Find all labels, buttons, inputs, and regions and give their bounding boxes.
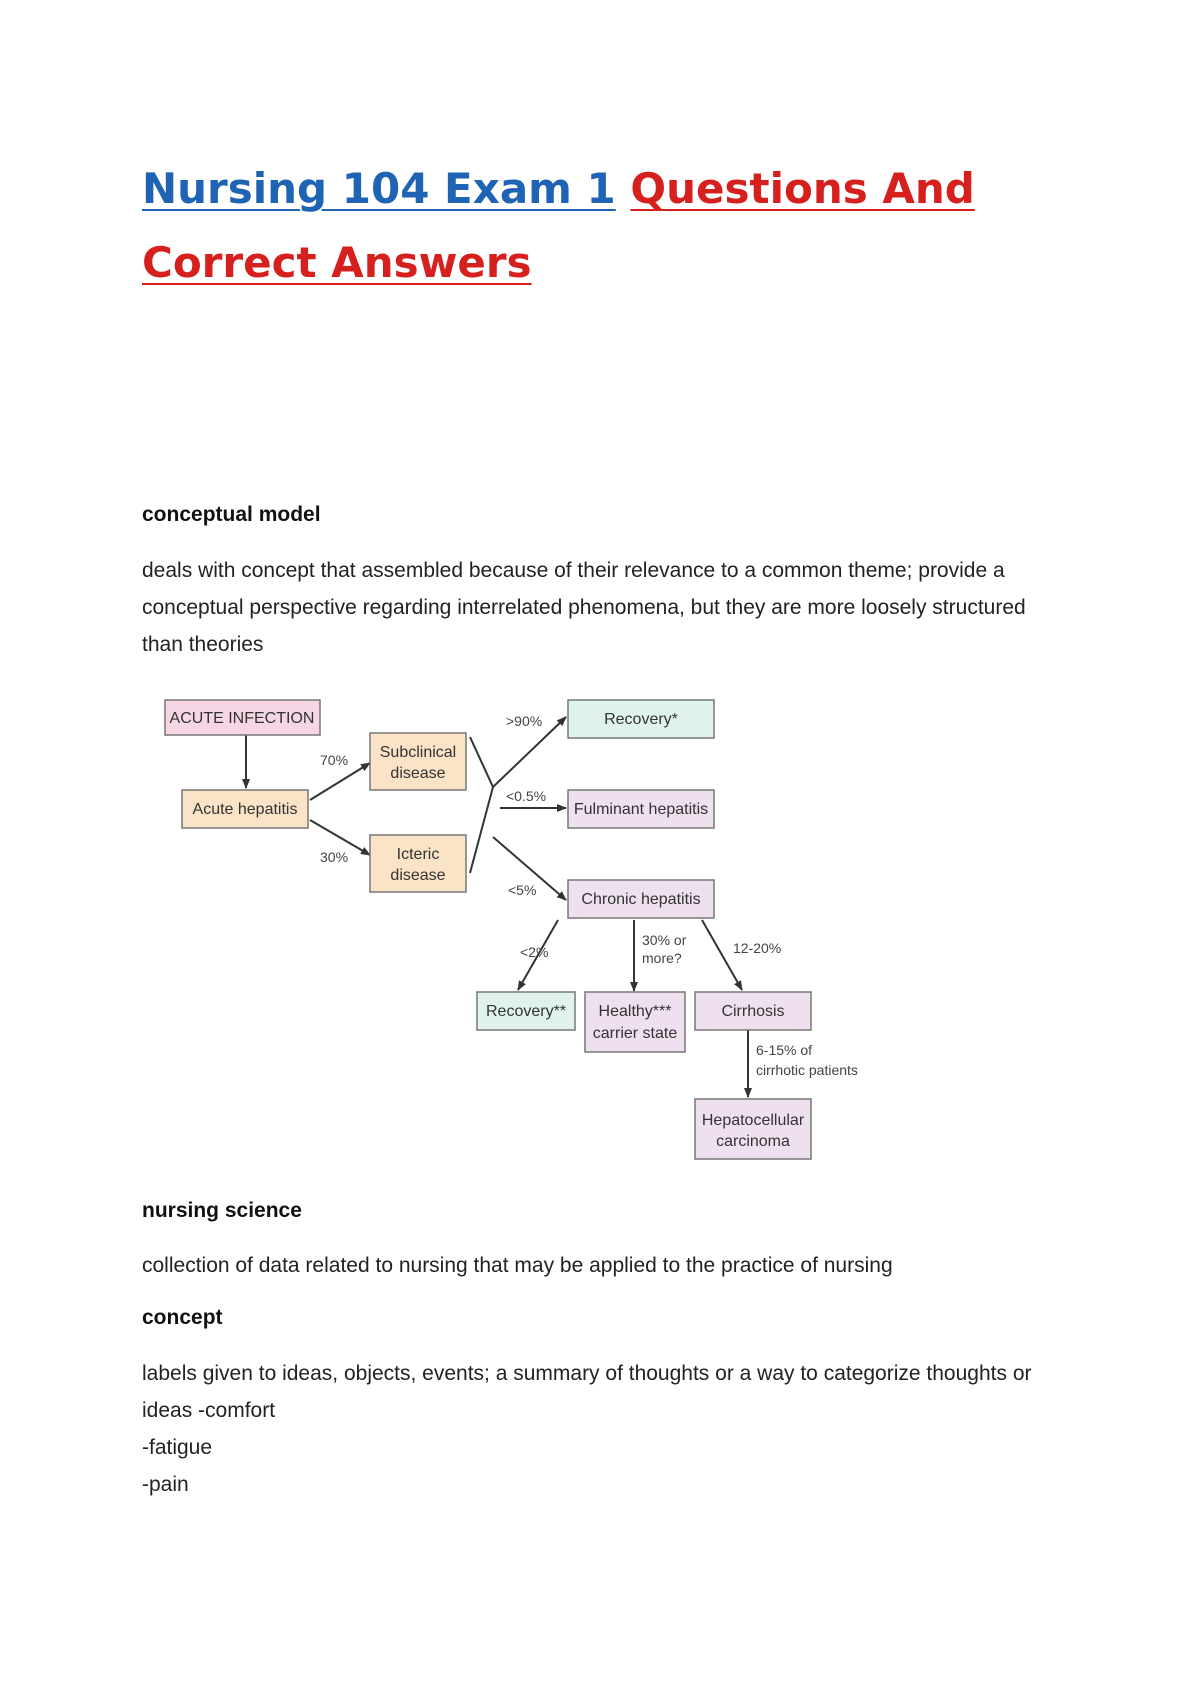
definition-nursing-science: [142, 1247, 1082, 1284]
label-fulminant: Fulminant hepatitis: [573, 801, 709, 818]
label-icteric-2: disease: [390, 867, 446, 884]
definition-line: deals with concept that assembled because of their relevance to a common theme; provide a: [142, 559, 1005, 582]
arrow-to-subclinical: [310, 763, 370, 800]
pct-recovery: >90%: [506, 713, 543, 729]
pct-chronic: <5%: [508, 882, 537, 898]
title-link-course[interactable]: Nursing 104 Exam 1: [142, 164, 616, 213]
pct-carrier-1: 30% or: [642, 932, 687, 948]
label-subclinical-1: Subclinical: [379, 744, 457, 761]
title-link-questions[interactable]: Questions And Correct Answers: [142, 164, 975, 287]
label-subclinical-2: disease: [390, 765, 446, 782]
label-recovery: Recovery*: [604, 711, 678, 728]
label-acute-infection: ACUTE INFECTION: [169, 710, 315, 727]
label-icteric-1: Icteric: [396, 846, 440, 863]
term-conceptual-model: conceptual model: [142, 503, 321, 526]
label-carrier-2: carrier state: [592, 1025, 678, 1042]
box-hcc: [695, 1099, 811, 1159]
term-nursing-science: nursing science: [142, 1199, 302, 1222]
definition-line: -pain: [142, 1473, 189, 1496]
definition-conceptual-model: [142, 552, 1082, 663]
definition-line: labels given to ideas, objects, events; a summary of thoughts or a way to categorize thoughts or: [142, 1362, 1032, 1385]
pct-icteric: 30%: [320, 849, 349, 865]
term-concept: concept: [142, 1306, 223, 1329]
definition-concept: [142, 1355, 1082, 1503]
label-recovery-2: Recovery**: [485, 1003, 567, 1020]
definition-line: ideas -comfort: [142, 1399, 276, 1422]
pct-recovery-2: <2%: [520, 944, 549, 960]
pct-hcc-1: 6-15% of: [756, 1042, 813, 1058]
label-hcc-1: Hepatocellular: [701, 1112, 805, 1129]
merge-line-upper: [470, 737, 493, 787]
page-title: [142, 152, 1042, 300]
hepatitis-flow-diagram: [160, 695, 880, 1175]
definition-line: than theories: [142, 633, 264, 656]
pct-carrier-2: more?: [642, 950, 682, 966]
pct-cirrhosis: 12-20%: [733, 940, 782, 956]
pct-hcc-2: cirrhotic patients: [756, 1062, 858, 1078]
merge-line-lower: [470, 787, 493, 873]
label-acute-hepatitis: Acute hepatitis: [192, 801, 298, 818]
pct-subclinical: 70%: [320, 752, 349, 768]
label-cirrhosis: Cirrhosis: [721, 1003, 785, 1020]
definition-line: collection of data related to nursing that may be applied to the practice of nursing: [142, 1254, 893, 1277]
definition-line: conceptual perspective regarding interrelated phenomena, but they are more loosely structured: [142, 596, 1026, 619]
label-chronic: Chronic hepatitis: [581, 891, 701, 908]
definition-line: -fatigue: [142, 1436, 213, 1459]
label-carrier-1: Healthy***: [598, 1003, 672, 1020]
box-carrier-state: [585, 992, 685, 1052]
pct-fulminant: <0.5%: [506, 788, 547, 804]
label-hcc-2: carcinoma: [716, 1133, 790, 1150]
